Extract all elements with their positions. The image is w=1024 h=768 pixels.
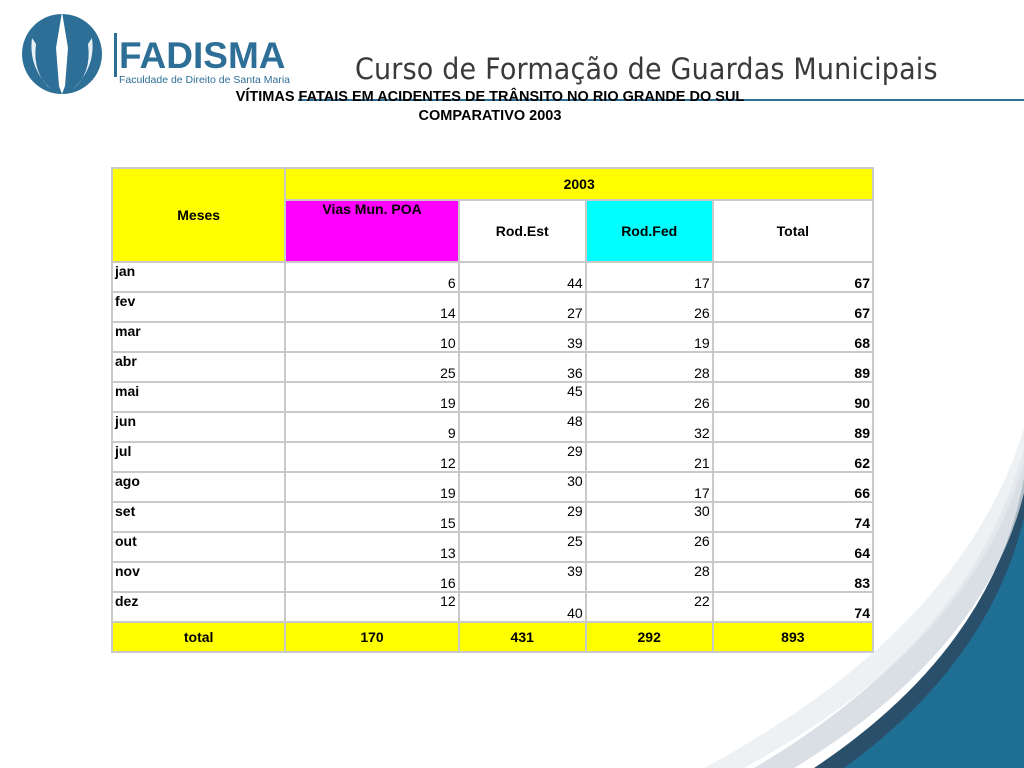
table-row [113, 383, 872, 411]
meses-header: Meses [113, 169, 284, 261]
col-header-vias: Vias Mun. POA [286, 201, 457, 261]
table-row [113, 323, 872, 351]
vias-cell: 14 [286, 293, 457, 321]
est-cell: 45 [460, 383, 585, 411]
total-vias: 170 [286, 623, 457, 651]
logo-text: FADISMA [119, 35, 286, 76]
table-row [113, 263, 872, 291]
month-cell: jul [113, 443, 284, 471]
total-fed: 292 [587, 623, 712, 651]
year-header: 2003 [286, 169, 872, 199]
course-title: Curso de Formação de Guardas Municipais [355, 52, 938, 86]
total-cell: 74 [714, 593, 872, 621]
fed-cell: 19 [587, 323, 712, 351]
vias-cell: 13 [286, 533, 457, 561]
total-cell: 89 [714, 353, 872, 381]
month-cell: out [113, 533, 284, 561]
vias-cell: 12 [286, 593, 457, 621]
table-row [113, 353, 872, 381]
month-cell: abr [113, 353, 284, 381]
fed-cell: 17 [587, 473, 712, 501]
total-cell: 74 [714, 503, 872, 531]
vias-cell: 12 [286, 443, 457, 471]
est-cell: 39 [460, 563, 585, 591]
fed-cell: 28 [587, 353, 712, 381]
fed-cell: 26 [587, 533, 712, 561]
total-est: 431 [460, 623, 585, 651]
est-cell: 44 [460, 263, 585, 291]
fed-cell: 32 [587, 413, 712, 441]
month-cell: ago [113, 473, 284, 501]
est-cell: 29 [460, 443, 585, 471]
est-cell: 25 [460, 533, 585, 561]
total-cell: 62 [714, 443, 872, 471]
logo-subtitle: Faculdade de Direito de Santa Maria [119, 74, 291, 86]
total-cell: 68 [714, 323, 872, 351]
corner-decoration [644, 408, 1024, 768]
est-cell: 27 [460, 293, 585, 321]
month-cell: mar [113, 323, 284, 351]
month-cell: fev [113, 293, 284, 321]
total-cell: 90 [714, 383, 872, 411]
vias-cell: 19 [286, 473, 457, 501]
total-cell: 83 [714, 563, 872, 591]
title-line-2: COMPARATIVO 2003 [418, 108, 562, 124]
est-cell: 30 [460, 473, 585, 501]
month-cell: mai [113, 383, 284, 411]
fed-cell: 26 [587, 383, 712, 411]
fed-cell: 22 [587, 593, 712, 621]
total-cell: 67 [714, 293, 872, 321]
month-cell: set [113, 503, 284, 531]
total-cell: 66 [714, 473, 872, 501]
vias-cell: 10 [286, 323, 457, 351]
document-title [140, 88, 840, 126]
fed-cell: 17 [587, 263, 712, 291]
vias-cell: 25 [286, 353, 457, 381]
est-cell: 29 [460, 503, 585, 531]
total-cell: 67 [714, 263, 872, 291]
est-cell: 39 [460, 323, 585, 351]
vias-cell: 16 [286, 563, 457, 591]
col-header-est: Rod.Est [460, 201, 585, 261]
month-cell: jun [113, 413, 284, 441]
est-cell: 40 [460, 593, 585, 621]
vias-cell: 19 [286, 383, 457, 411]
table-row [113, 293, 872, 321]
est-cell: 36 [460, 353, 585, 381]
total-total: 893 [714, 623, 872, 651]
vias-cell: 15 [286, 503, 457, 531]
vias-cell: 6 [286, 263, 457, 291]
fed-cell: 28 [587, 563, 712, 591]
fed-cell: 30 [587, 503, 712, 531]
total-cell: 64 [714, 533, 872, 561]
fed-cell: 21 [587, 443, 712, 471]
col-header-fed: Rod.Fed [587, 201, 712, 261]
col-header-total: Total [714, 201, 872, 261]
month-cell: nov [113, 563, 284, 591]
month-cell: dez [113, 593, 284, 621]
fed-cell: 26 [587, 293, 712, 321]
vias-cell: 9 [286, 413, 457, 441]
title-line-1: VÍTIMAS FATAIS EM ACIDENTES DE TRÂNSITO NO RIO GRANDE DO SUL [235, 89, 745, 105]
total-label: total [113, 623, 284, 651]
est-cell: 48 [460, 413, 585, 441]
month-cell: jan [113, 263, 284, 291]
total-cell: 89 [714, 413, 872, 441]
